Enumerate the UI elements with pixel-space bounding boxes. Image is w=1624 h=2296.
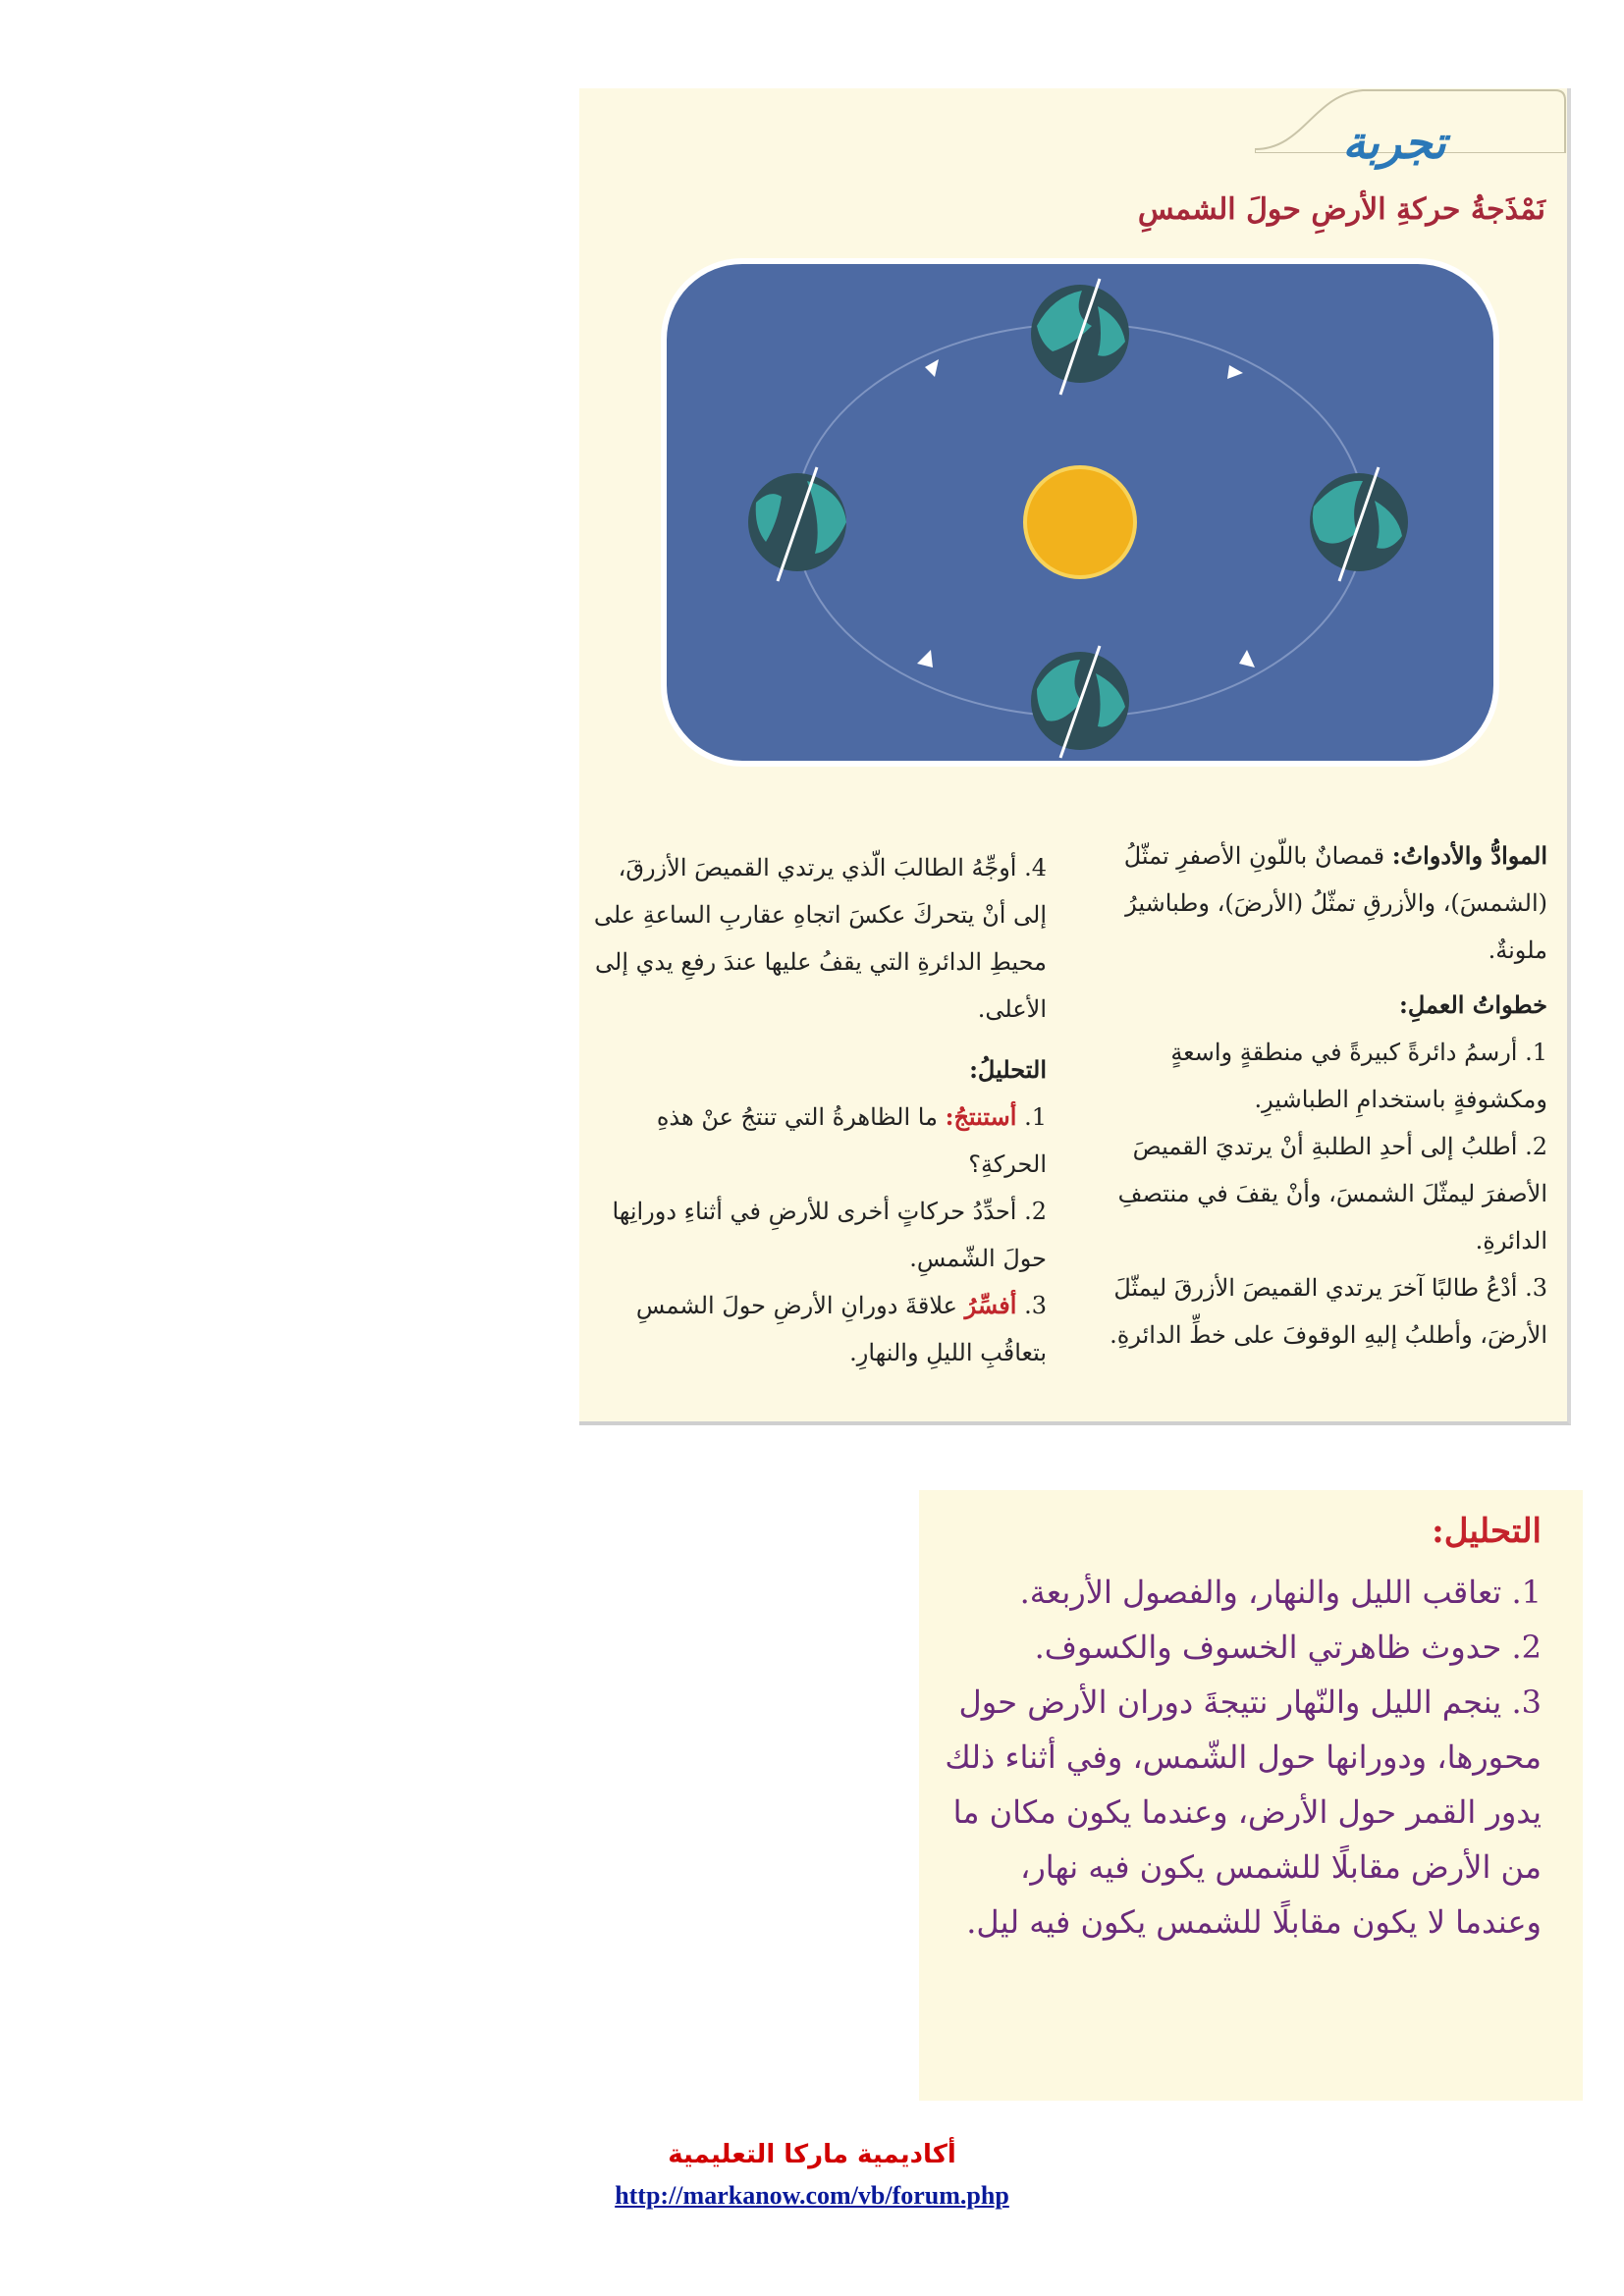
materials-text: قمصانٌ باللّونِ الأصفرِ تمثّلُ (الشمسَ)، والأزرقِ تمثّلُ (الأرضَ)، وطباشيرُ ملونةٌ. xyxy=(1123,842,1547,964)
tab-title: تجربة xyxy=(1342,116,1446,169)
step-1: 1. أرسمُ دائرةً كبيرةً في منطقةٍ واسعةٍ ومكشوفةٍ باستخدامِ الطباشيرِ. xyxy=(1170,1039,1547,1113)
materials-label: الموادُّ والأدواتُ: xyxy=(1391,841,1547,870)
experiment-subtitle: نَمْذَجةُ حركةِ الأرضِ حولَ الشمسِ xyxy=(1137,192,1545,227)
answers-heading: التحليل: xyxy=(1432,1512,1542,1551)
question-1: 1. أستنتجُ: ما الظاهرةُ التي تنتجُ عنْ هذهِ الحركةِ؟ xyxy=(656,1102,1047,1178)
question-2: 2. أحدِّدُ حركاتٍ أخرى للأرضِ في أثناءِ دورانِها حولَ الشّمسِ. xyxy=(612,1198,1047,1272)
answers-box xyxy=(919,1490,1583,2101)
footer-org: أكاديمية ماركا التعليمية xyxy=(668,2140,956,2169)
analysis-label: التحليلُ: xyxy=(969,1055,1047,1084)
step4-and-analysis xyxy=(589,844,1047,1376)
materials-and-steps xyxy=(1090,832,1547,1359)
steps-label: خطواتُ العملِ: xyxy=(1398,990,1547,1019)
question-3: 3. أفسِّرُ علاقةَ دورانِ الأرضِ حولَ الشمسِ بتعاقُبِ الليلِ والنهارِ. xyxy=(635,1291,1047,1366)
step-3: 3. أدْعُ طالبًا آخرَ يرتدي القميصَ الأزرقَ ليمثّلَ الأرضَ، وأطلبُ إليهِ الوقوفَ على خطِّ الدائرةِ. xyxy=(1110,1274,1547,1349)
answer-1: 1. تعاقب الليل والنهار، والفصول الأربعة. xyxy=(1019,1574,1542,1611)
answer-3: 3. ينجم الليل والنّهار نتيجةَ دوران الأرض حول محورها، ودورانها حول الشّمس، وفي أثناء ذلك يدور القمر حول الأرض، وعندما يكون مكان ما من الأرض مقابلًا للشمس يكون فيه نهار، وعندما لا يكون مقابلًا للشمس يكون فيه ليل. xyxy=(945,1683,1542,1941)
answer-2: 2. حدوث ظاهرتي الخسوف والكسوف. xyxy=(1034,1629,1542,1666)
step-4: 4. أوجِّهُ الطالبَ الّذي يرتدي القميصَ الأزرقَ، إلى أنْ يتحركَ عكسَ اتجاهِ عقاربِ الساعةِ على محيطِ الدائرةِ التي يقفُ عليها عندَ رفعِ يدي إلى الأعلى. xyxy=(593,854,1047,1023)
footer-link[interactable]: http://markanow.com/vb/forum.php xyxy=(615,2181,1009,2210)
sun xyxy=(1025,467,1135,577)
earth-orbit-diagram xyxy=(660,257,1500,768)
step-2: 2. أطلبُ إلى أحدِ الطلبةِ أنْ يرتديَ القميصَ الأصفرَ ليمثّلَ الشمسَ، وأنْ يقفَ في منتصفِ الدائرةِ. xyxy=(1117,1133,1547,1255)
